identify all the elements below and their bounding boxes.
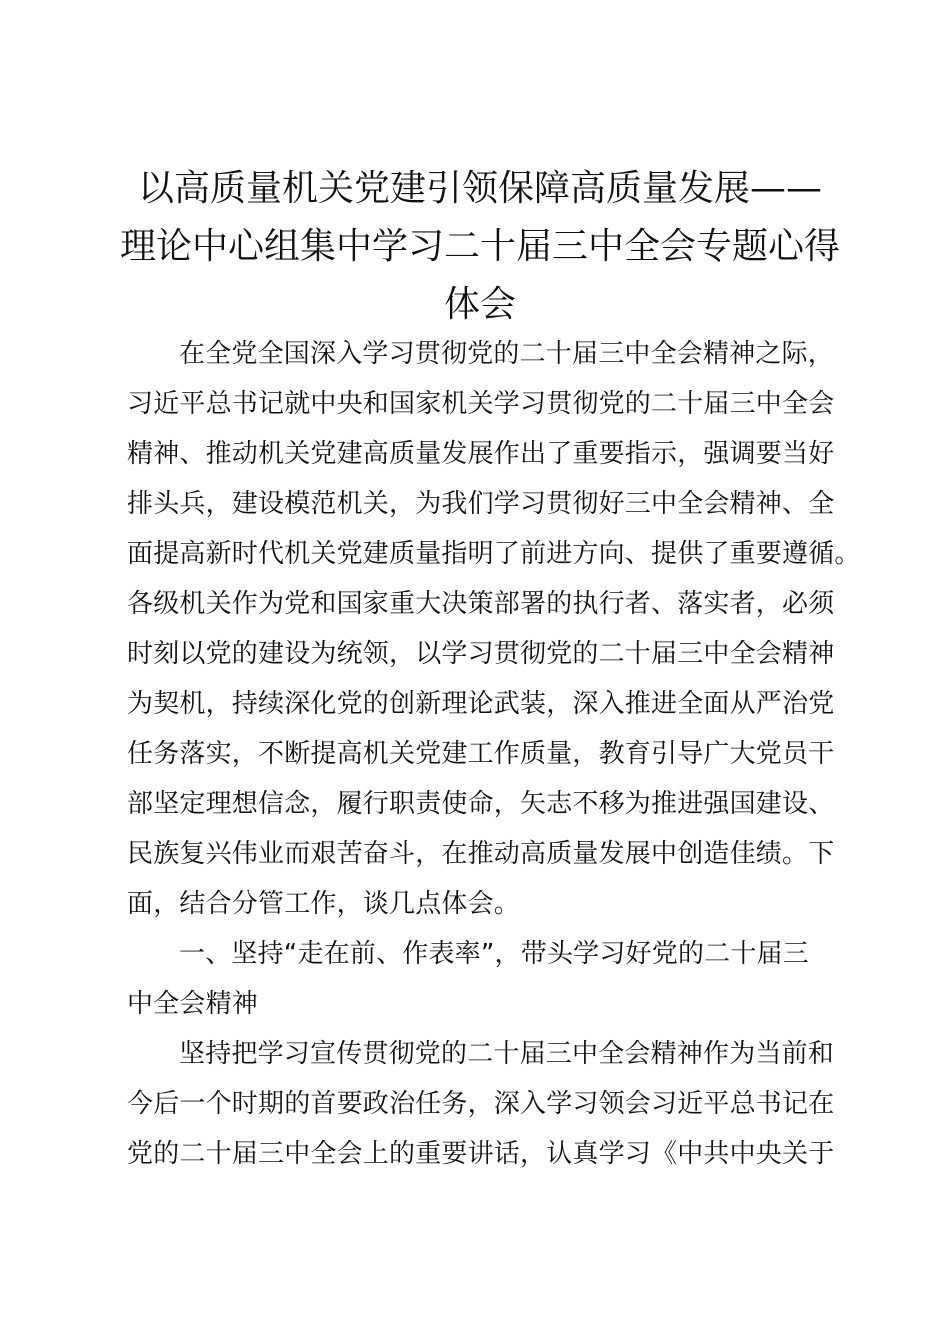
heading-line: 中全会精神 — [127, 989, 259, 1019]
text-line: 面，结合分管工作，谈几点体会。 — [127, 889, 521, 919]
paragraph-section-1 — [127, 1029, 847, 1179]
title-line-2: 理论中心组集中学习二十届三中全会专题心得 — [120, 226, 841, 267]
title-line-3: 体会 — [443, 284, 516, 325]
text-line: 习近平总书记就中央和国家机关学习贯彻党的二十届三中全会 — [127, 389, 835, 419]
document-title — [120, 160, 840, 334]
document-body — [127, 329, 861, 1179]
title-line-1: 以高质量机关党建引领保障高质量发展—— — [137, 168, 822, 209]
text-line: 面提高新时代机关党建质量指明了前进方向、提供了重要遵循。 — [127, 539, 861, 569]
text-line: 排头兵，建设模范机关，为我们学习贯彻好三中全会精神、全 — [127, 489, 835, 519]
text-line: 部坚定理想信念，履行职责使命，矢志不移为推进强国建设、 — [127, 789, 835, 819]
heading-line: 一、坚持“走在前、作表率”，带头学习好党的二十届三 — [179, 939, 809, 969]
text-line: 党的二十届三中全会上的重要讲话，认真学习《中共中央关于 — [127, 1139, 835, 1169]
text-line: 民族复兴伟业而艰苦奋斗，在推动高质量发展中创造佳绩。下 — [127, 839, 835, 869]
text-line: 在全党全国深入学习贯彻党的二十届三中全会精神之际， — [179, 339, 835, 369]
text-line: 今后一个时期的首要政治任务，深入学习领会习近平总书记在 — [127, 1089, 835, 1119]
text-line: 坚持把学习宣传贯彻党的二十届三中全会精神作为当前和 — [179, 1039, 835, 1069]
text-line: 任务落实，不断提高机关党建工作质量，教育引导广大党员干 — [127, 739, 835, 769]
text-line: 时刻以党的建设为统领，以学习贯彻党的二十届三中全会精神 — [127, 639, 835, 669]
text-line: 为契机，持续深化党的创新理论武装，深入推进全面从严治党 — [127, 689, 835, 719]
section-heading-1 — [127, 929, 847, 1029]
text-line: 各级机关作为党和国家重大决策部署的执行者、落实者，必须 — [127, 589, 835, 619]
paragraph-intro — [127, 329, 861, 929]
text-line: 精神、推动机关党建高质量发展作出了重要指示，强调要当好 — [127, 439, 835, 469]
